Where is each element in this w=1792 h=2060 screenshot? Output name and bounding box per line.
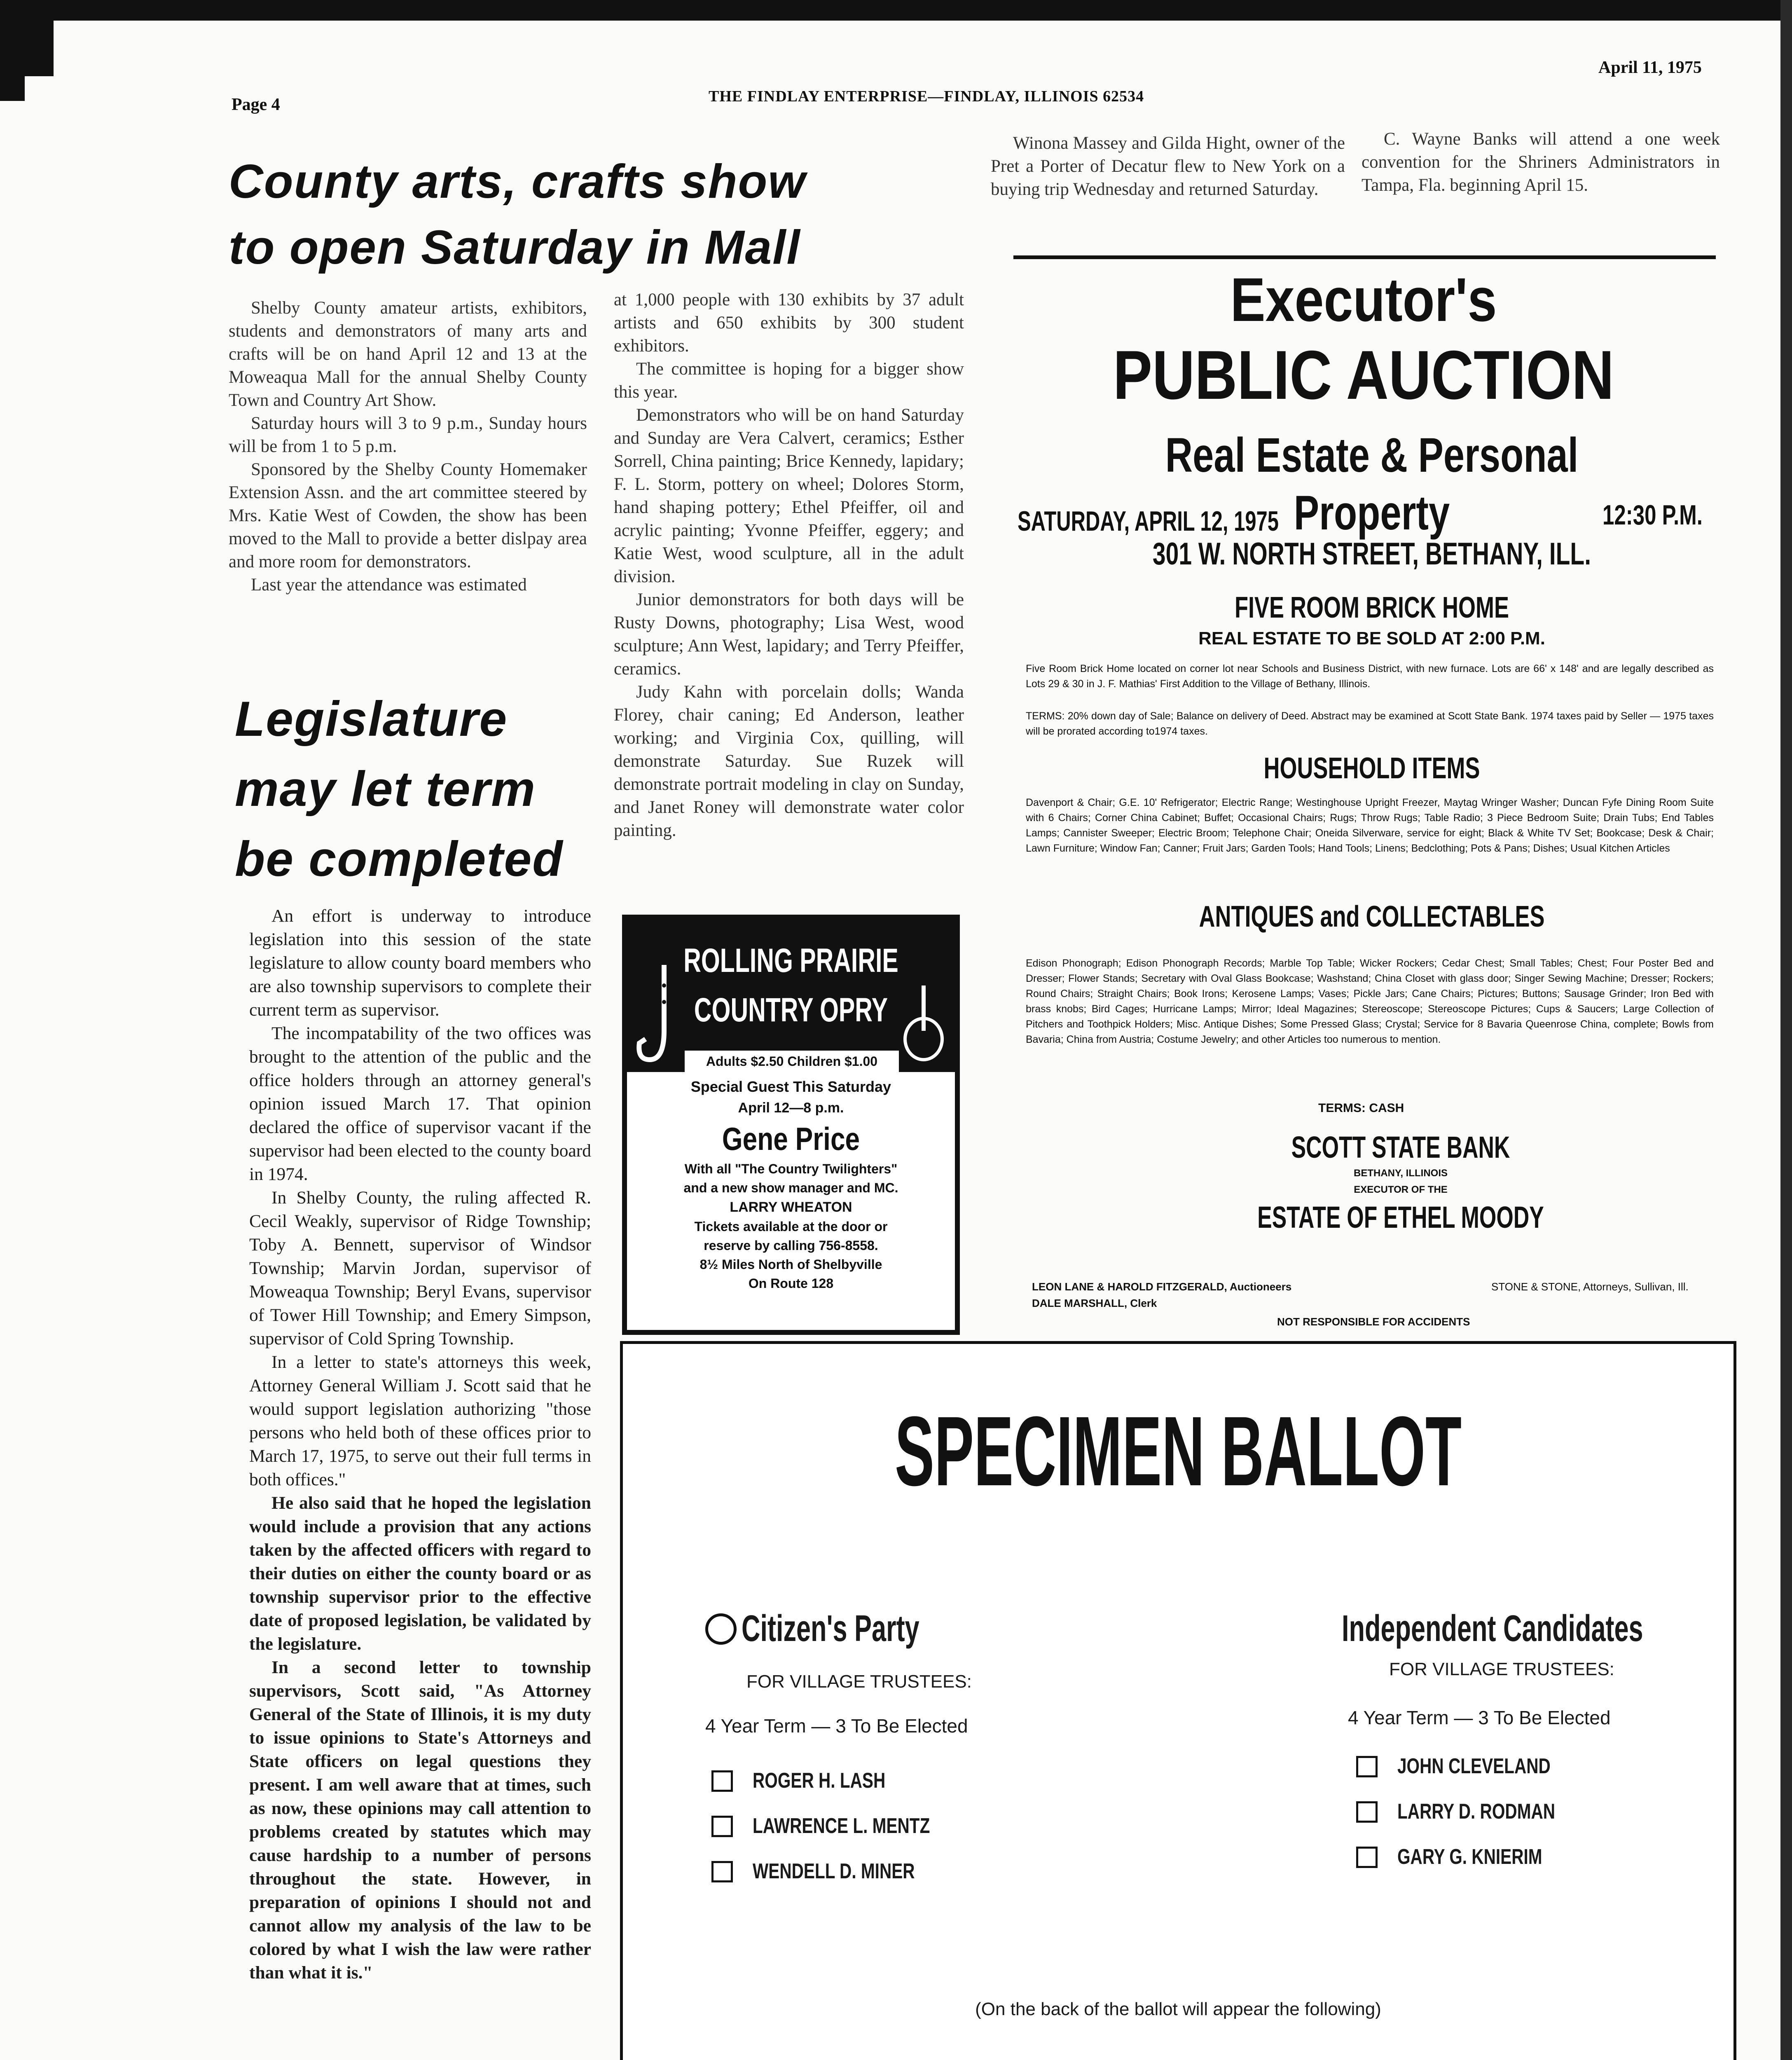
term-right: 4 Year Term — 3 To Be Elected xyxy=(1348,1707,1611,1728)
executor-of: EXECUTOR OF THE xyxy=(1354,1184,1448,1195)
arts-paragraph: Demonstrators who will be on hand Saturday and Sunday are Vera Calvert, ceramics; Esther Sorrell, China painting; Brice Kennedy, lapidary; F. L. Storm, pottery on wheel; Dolores Storm, hand shaping pottery; Ethel Pfeiffer, oil and acrylic painting; Yvonne Pfeiffer, eggery; and Katie West, wood sculpture, all in the adult division. xyxy=(614,405,964,586)
opry-prices: Adults $2.50 Children $1.00 xyxy=(685,1051,899,1072)
opry-tickets-2: reserve by calling 756-8558. xyxy=(704,1238,878,1253)
legislature-paragraph: In a second letter to township supervisors, Scott said, "As Attorney General of the State of Illinois, it is my duty to issue opinions to State's Attorneys and State officers on legal questions they present. I am well aware that at times, such as now, these opinions may call attention to problems created by statutes which may cause hardship to a number of persons throughout the state. However, in preparation of opinions I should not and cannot allow my analysis of the law to be colored by what I wish the law were rather than what it is." xyxy=(249,1657,591,1983)
auction-clerk: DALE MARSHALL, Clerk xyxy=(1032,1297,1157,1309)
auction-title-2: PUBLIC AUCTION xyxy=(1113,336,1614,414)
auction-subtitle: Real Estate & Personal Property xyxy=(1165,428,1579,540)
arts-paragraph: Saturday hours will 3 to 9 p.m., Sunday hours will be from 1 to 5 p.m. xyxy=(229,414,587,456)
party-name-left: Citizen's Party xyxy=(742,1608,919,1649)
opry-location-2: On Route 128 xyxy=(748,1276,834,1291)
opry-manager: LARRY WHEATON xyxy=(730,1199,852,1215)
legislature-paragraph: The incompatability of the two offices was brought to the attention of the public and the office holders through an attorney general's opinion issued March 17. That opinion declared the office of supervisor vacant if the supervisor had been elected to the county board in 1974. xyxy=(249,1023,591,1184)
estate-name: ESTATE OF ETHEL MOODY xyxy=(1257,1200,1544,1234)
household-items: Davenport & Chair; G.E. 10' Refrigerator; Electric Range; Westinghouse Upright Freezer, Maytag Wringer Washer; Duncan Fyfe Dining Room Suite with 6 Chairs; Corner China Cabinet; Buffet; Occasional Chairs; Rugs; Throw Rugs; Table Radio; 3 Piece Bedroom Suite; Drain Tubs; End Tables Lamps; Cannister Sweeper; Electric Broom; Telephone Chair; Oneida Silverware, service for eight; Black & White TV Set; Bookcase; Desk & Chair; Lawn Furniture; Window Fan; Canner; Fruit Jars; Garden Tools; Hand Tools; Linens; Bedclothing; Pots & Pans; Dishes; Usual Kitchen Articles xyxy=(1026,797,1714,854)
opry-title xyxy=(673,936,909,1035)
arts-paragraph: The committee is hoping for a bigger show this year. xyxy=(614,359,964,402)
arts-column-1 xyxy=(229,297,587,597)
legislature-paragraph: He also said that he hoped the legislation would include a provision that any actions taken by the affected officers with regard to their duties on either the county board or as township supervisor prior to the effective date of proposed legislation, be validated by the legislature. xyxy=(249,1493,591,1654)
office-left: FOR VILLAGE TRUSTEES: xyxy=(746,1671,972,1692)
citizens-party-header xyxy=(705,1608,996,1650)
opry-location-1: 8½ Miles North of Shelbyville xyxy=(699,1257,882,1272)
ballot-line[interactable] xyxy=(1356,1847,1388,1868)
candidate-name: JOHN CLEVELAND xyxy=(1397,1754,1551,1778)
ballot-line[interactable] xyxy=(711,1861,744,1882)
household-heading: HOUSEHOLD ITEMS xyxy=(1263,752,1480,785)
candidate-name: LAWRENCE L. MENTZ xyxy=(753,1814,930,1838)
ballot-line[interactable] xyxy=(1356,1801,1388,1823)
checkbox[interactable] xyxy=(711,1861,733,1882)
opry-guest: Special Guest This Saturday xyxy=(690,1078,891,1095)
arts-headline xyxy=(229,148,1011,280)
checkbox[interactable] xyxy=(1356,1801,1378,1823)
scan-left-tab xyxy=(0,16,54,76)
scan-right-edge xyxy=(1780,0,1792,2060)
arts-column-2 xyxy=(614,288,964,842)
office-right: FOR VILLAGE TRUSTEES: xyxy=(1389,1659,1614,1679)
legislature-paragraph: In Shelby County, the ruling affected R. Cecil Weakly, supervisor of Ridge Township; Toby A. Bennett, supervisor of Windsor Township; Marvin Jordan, supervisor of Moweaqua Township; Beryl Evans, supervisor of Tower Hill Township; and Emery Simpson, supervisor of Cold Spring Township. xyxy=(249,1188,591,1348)
checkbox[interactable] xyxy=(1356,1756,1378,1777)
checkbox[interactable] xyxy=(1356,1847,1378,1868)
party-name-right: Independent Candidates xyxy=(1342,1608,1643,1649)
checkbox[interactable] xyxy=(711,1770,733,1792)
opry-title-line2: COUNTRY OPRY xyxy=(694,991,888,1029)
candidate-name: ROGER H. LASH xyxy=(753,1769,886,1793)
terms-cash: TERMS: CASH xyxy=(1318,1101,1404,1115)
opry-banner xyxy=(627,920,955,1072)
arts-paragraph: Junior demonstrators for both days will be Rusty Downs, photography; Lisa West, wood sculpture; Ann West, lapidary; and Terry Pfeiffer, ceramics. xyxy=(614,590,964,679)
section-rule xyxy=(1013,255,1716,259)
ballot-title: SPECIMEN BALLOT xyxy=(894,1396,1462,1506)
checkbox[interactable] xyxy=(711,1816,733,1837)
auction-address: 301 W. NORTH STREET, BETHANY, ILL. xyxy=(1152,536,1591,571)
legislature-paragraph: In a letter to state's attorneys this week, Attorney General William J. Scott said that he would support legislation authorizing "those persons who held both of these offices prior to March 17, 1975, to serve out their full terms in both offices." xyxy=(249,1352,591,1489)
arts-paragraph: Last year the attendance was estimated xyxy=(251,575,527,595)
page-label: Page 4 xyxy=(232,95,280,114)
candidate-name: WENDELL D. MINER xyxy=(753,1859,915,1883)
opry-details xyxy=(627,1076,955,1293)
masthead: THE FINDLAY ENTERPRISE—FINDLAY, ILLINOIS 62534 xyxy=(709,88,1144,105)
arts-headline-line2: to open Saturday in Mall xyxy=(229,220,801,274)
home-terms: TERMS: 20% down day of Sale; Balance on delivery of Deed. Abstract may be examined at Scott State Bank. 1974 taxes paid by Seller — 1975 taxes will be prorated according to1974 taxes. xyxy=(1026,710,1714,737)
candidate-name: LARRY D. RODMAN xyxy=(1397,1800,1556,1824)
scan-left-tab-small xyxy=(0,76,25,101)
opry-star: Gene Price xyxy=(722,1121,860,1157)
ballot-line[interactable] xyxy=(711,1770,744,1792)
arts-paragraph: Sponsored by the Shelby County Homemaker Extension Assn. and the art committee steered by Mrs. Katie West of Cowden, the show has been moved to the Mall to provide a better dislpay area and more room for demonstrators. xyxy=(229,460,587,571)
party-circle[interactable] xyxy=(705,1613,737,1645)
back-note: (On the back of the ballot will appear the following) xyxy=(975,1999,1381,2019)
home-heading: FIVE ROOM BRICK HOME xyxy=(1234,591,1509,624)
legislature-headline-line1: Legislature xyxy=(235,691,508,747)
travel-item-1 xyxy=(991,132,1345,201)
accidents-disclaimer: NOT RESPONSIBLE FOR ACCIDENTS xyxy=(1277,1316,1470,1328)
candidate-name: GARY G. KNIERIM xyxy=(1397,1845,1542,1869)
auction-date: SATURDAY, APRIL 12, 1975 xyxy=(1018,506,1279,537)
auction-title-1: Executor's xyxy=(1230,265,1497,334)
issue-date: April 11, 1975 xyxy=(1598,58,1702,77)
opry-tickets-1: Tickets available at the door or xyxy=(694,1219,888,1234)
bank-name: SCOTT STATE BANK xyxy=(1291,1130,1510,1164)
auction-time: 12:30 P.M. xyxy=(1603,499,1703,531)
antiques-items: Edison Phonograph; Edison Phonograph Records; Marble Top Table; Wicker Rockers; Cedar Chest; Small Tables; Chest; Four Poster Bed and Dresser; Flower Stands; Secretary with Oval Glass Bookcase; Washstand; China Closet with glass door; Singer Sewing Machine; Dresser; Rockers; Round Chairs; Straight Chairs; Book Irons; Kerosene Lamps; Vases; Pickle Jars; Cane Chairs; Pictures; Buttons; Sausage Grinder; Iron Bed with brass knobs; Bird Cages; Hurricane Lamps; Mirror; Ideal Magazines; Stereoscope; Stereoscope Pictures; Cups & Saucers; Large Collection of Pitchers and Toothpick Holders; Misc. Antique Dishes; Some Pressed Glass; Crystal; Service for 8 Bavaria Queenrose China, complete; Bowls from Bavaria; China from Austria; Costume Jewelry; and other Articles too numerous to mention. xyxy=(1026,957,1714,1045)
scan-top-edge xyxy=(0,0,1792,21)
opry-ad xyxy=(622,915,960,1335)
antiques-heading: ANTIQUES and COLLECTABLES xyxy=(1199,900,1545,933)
arts-paragraph: Shelby County amateur artists, exhibitors, students and demonstrators of many arts and crafts will be on hand April 12 and 13 at the Moweaqua Mall for the annual Shelby County Town and Country Art Show. xyxy=(229,298,587,410)
home-description: Five Room Brick Home located on corner lot near Schools and Business District, with new furnace. Lots are 66' x 148' and are legally described as Lots 29 & 30 in J. F. Mathias' First Addition to the Village of Bethany, Illinois. xyxy=(1026,663,1714,690)
term-left: 4 Year Term — 3 To Be Elected xyxy=(705,1715,968,1737)
travel-paragraph: Winona Massey and Gilda Hight, owner of the Pret a Porter of Decatur flew to New York on a buying trip Wednesday and returned Saturday. xyxy=(991,133,1345,199)
arts-paragraph: at 1,000 people with 130 exhibits by 37 adult artists and 650 exhibits by 300 student exhibitors. xyxy=(614,290,964,356)
legislature-body xyxy=(249,904,591,1985)
travel-paragraph: C. Wayne Banks will attend a one week convention for the Shriners Administrators in Tampa, Fla. beginning April 15. xyxy=(1362,129,1720,195)
legislature-paragraph: An effort is underway to introduce legislation into this session of the state legislature to allow county board members who are also township supervisors to complete their current term as supervisor. xyxy=(249,906,591,1020)
legislature-headline xyxy=(235,684,606,894)
home-subheading: REAL ESTATE TO BE SOLD AT 2:00 P.M. xyxy=(1198,628,1545,648)
ballot-line[interactable] xyxy=(711,1816,744,1837)
arts-headline-line1: County arts, crafts show xyxy=(229,154,806,208)
travel-item-2 xyxy=(1362,128,1720,197)
opry-with-2: and a new show manager and MC. xyxy=(683,1180,898,1195)
specimen-ballot xyxy=(620,1341,1736,2060)
opry-when: April 12—8 p.m. xyxy=(738,1100,844,1116)
opry-title-line1: ROLLING PRAIRIE xyxy=(683,942,898,979)
bank-city: BETHANY, ILLINOIS xyxy=(1353,1168,1448,1179)
auction-attorneys: STONE & STONE, Attorneys, Sullivan, Ill. xyxy=(1491,1280,1689,1293)
ballot-line[interactable] xyxy=(1356,1756,1388,1777)
legislature-headline-line2: may let term xyxy=(235,761,536,817)
opry-with-1: With all "The Country Twilighters" xyxy=(684,1161,898,1176)
arts-paragraph: Judy Kahn with porcelain dolls; Wanda Florey, chair caning; Ed Anderson, leather working; and Virginia Cox, quilling, will demonstrate Saturday. Sue Ruzek will demonstrate portrait modeling in clay on Sunday, and Janet Roney will demonstrate water color painting. xyxy=(614,682,964,840)
auctioneers: LEON LANE & HAROLD FITZGERALD, Auctioneers xyxy=(1032,1280,1292,1293)
legislature-headline-line3: be completed xyxy=(235,831,564,887)
